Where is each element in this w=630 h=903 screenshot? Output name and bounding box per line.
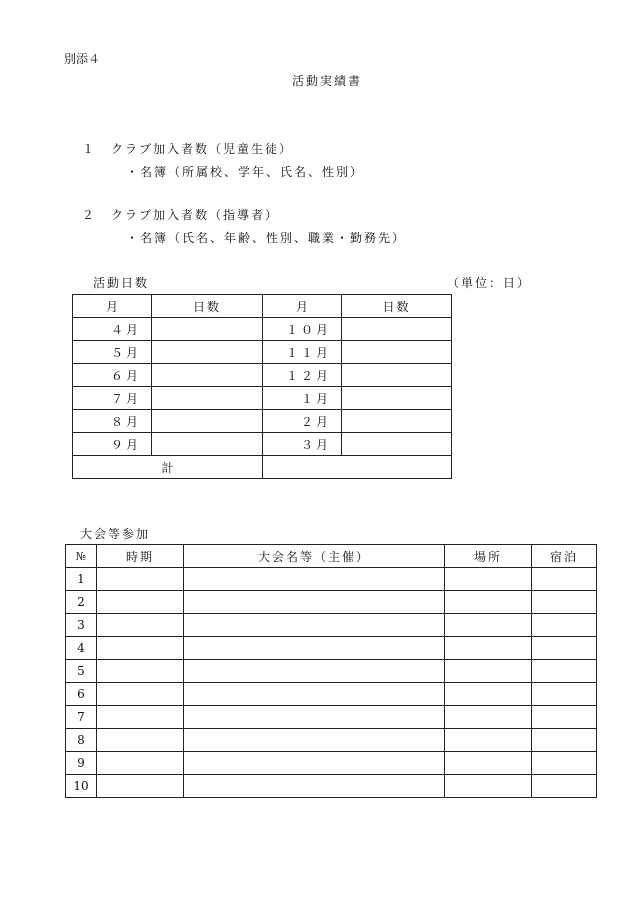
lodging-cell[interactable]: [532, 752, 597, 775]
header-days: 日数: [152, 295, 263, 318]
section-2-number: ２: [82, 208, 95, 222]
event-name-cell[interactable]: [184, 706, 445, 729]
section-1-number: １: [82, 142, 95, 156]
lodging-cell[interactable]: [532, 637, 597, 660]
days-cell[interactable]: [152, 341, 263, 364]
location-cell[interactable]: [445, 752, 532, 775]
month-cell: ５月: [73, 341, 152, 364]
days-cell[interactable]: [152, 364, 263, 387]
month-cell: １２月: [263, 364, 342, 387]
row-number: 10: [66, 775, 97, 798]
row-number: 8: [66, 729, 97, 752]
header-lodging: 宿泊: [532, 545, 597, 568]
unit-label: （単位：日）: [447, 276, 532, 290]
location-cell[interactable]: [445, 637, 532, 660]
row-number: 1: [66, 568, 97, 591]
section-1-heading: クラブ加入者数（児童生徒）: [111, 142, 294, 156]
row-number: 9: [66, 752, 97, 775]
days-cell[interactable]: [342, 433, 452, 456]
table-row: [73, 387, 452, 410]
month-cell: １０月: [263, 318, 342, 341]
month-cell: ２月: [263, 410, 342, 433]
location-cell[interactable]: [445, 683, 532, 706]
event-name-cell[interactable]: [184, 775, 445, 798]
days-cell[interactable]: [342, 410, 452, 433]
row-number: 7: [66, 706, 97, 729]
period-cell[interactable]: [97, 637, 184, 660]
location-cell[interactable]: [445, 729, 532, 752]
row-number: 2: [66, 591, 97, 614]
month-cell: １１月: [263, 341, 342, 364]
header-month: 月: [73, 295, 152, 318]
row-number: 3: [66, 614, 97, 637]
table-row: [73, 410, 452, 433]
lodging-cell[interactable]: [532, 729, 597, 752]
total-label: 計: [73, 456, 263, 479]
row-number: 4: [66, 637, 97, 660]
total-value-cell[interactable]: [263, 456, 452, 479]
lodging-cell[interactable]: [532, 706, 597, 729]
section-2-heading: クラブ加入者数（指導者）: [111, 208, 280, 222]
header-days: 日数: [342, 295, 452, 318]
events-table: [65, 544, 597, 798]
period-cell[interactable]: [97, 568, 184, 591]
days-cell[interactable]: [152, 410, 263, 433]
days-cell[interactable]: [152, 318, 263, 341]
event-name-cell[interactable]: [184, 614, 445, 637]
events-caption: 大会等参加: [80, 527, 151, 541]
table-row: [66, 775, 597, 798]
location-cell[interactable]: [445, 614, 532, 637]
table-row: [66, 568, 597, 591]
event-name-cell[interactable]: [184, 683, 445, 706]
period-cell[interactable]: [97, 706, 184, 729]
table-row: [66, 660, 597, 683]
period-cell[interactable]: [97, 752, 184, 775]
event-name-cell[interactable]: [184, 729, 445, 752]
location-cell[interactable]: [445, 660, 532, 683]
event-name-cell[interactable]: [184, 568, 445, 591]
table-header-row: [66, 545, 597, 568]
location-cell[interactable]: [445, 706, 532, 729]
days-cell[interactable]: [342, 387, 452, 410]
header-location: 場所: [445, 545, 532, 568]
event-name-cell[interactable]: [184, 660, 445, 683]
activity-days-table: [72, 294, 452, 479]
location-cell[interactable]: [445, 568, 532, 591]
table-row: [66, 729, 597, 752]
table-row: [66, 637, 597, 660]
location-cell[interactable]: [445, 591, 532, 614]
event-name-cell[interactable]: [184, 591, 445, 614]
row-number: 5: [66, 660, 97, 683]
days-cell[interactable]: [152, 433, 263, 456]
table-row: [73, 364, 452, 387]
period-cell[interactable]: [97, 775, 184, 798]
table-row: [73, 433, 452, 456]
days-cell[interactable]: [342, 318, 452, 341]
month-cell: １月: [263, 387, 342, 410]
period-cell[interactable]: [97, 591, 184, 614]
table-row: [66, 614, 597, 637]
month-cell: ３月: [263, 433, 342, 456]
header-number: №: [66, 545, 97, 568]
activity-days-caption: 活動日数: [93, 276, 150, 290]
month-cell: ８月: [73, 410, 152, 433]
month-cell: ６月: [73, 364, 152, 387]
location-cell[interactable]: [445, 775, 532, 798]
days-cell[interactable]: [152, 387, 263, 410]
lodging-cell[interactable]: [532, 660, 597, 683]
event-name-cell[interactable]: [184, 752, 445, 775]
lodging-cell[interactable]: [532, 683, 597, 706]
lodging-cell[interactable]: [532, 591, 597, 614]
period-cell[interactable]: [97, 683, 184, 706]
header-event-name: 大会名等（主催）: [184, 545, 445, 568]
period-cell[interactable]: [97, 660, 184, 683]
month-cell: ９月: [73, 433, 152, 456]
table-row: [66, 752, 597, 775]
header-month: 月: [263, 295, 342, 318]
month-cell: ４月: [73, 318, 152, 341]
section-2-detail: ・名簿（氏名、年齢、性別、職業・勤務先）: [126, 231, 407, 245]
month-cell: ７月: [73, 387, 152, 410]
period-cell[interactable]: [97, 614, 184, 637]
total-row: [73, 456, 452, 479]
table-row: [73, 341, 452, 364]
lodging-cell[interactable]: [532, 775, 597, 798]
table-header-row: [73, 295, 452, 318]
attachment-label: 別添４: [64, 52, 101, 66]
table-row: [66, 591, 597, 614]
header-period: 時期: [97, 545, 184, 568]
table-row: [66, 683, 597, 706]
period-cell[interactable]: [97, 729, 184, 752]
lodging-cell[interactable]: [532, 568, 597, 591]
lodging-cell[interactable]: [532, 614, 597, 637]
section-1-detail: ・名簿（所属校、学年、氏名、性別）: [126, 165, 365, 179]
event-name-cell[interactable]: [184, 637, 445, 660]
row-number: 6: [66, 683, 97, 706]
table-row: [66, 706, 597, 729]
page-title: 活動実績書: [292, 74, 363, 88]
days-cell[interactable]: [342, 364, 452, 387]
days-cell[interactable]: [342, 341, 452, 364]
table-row: [73, 318, 452, 341]
